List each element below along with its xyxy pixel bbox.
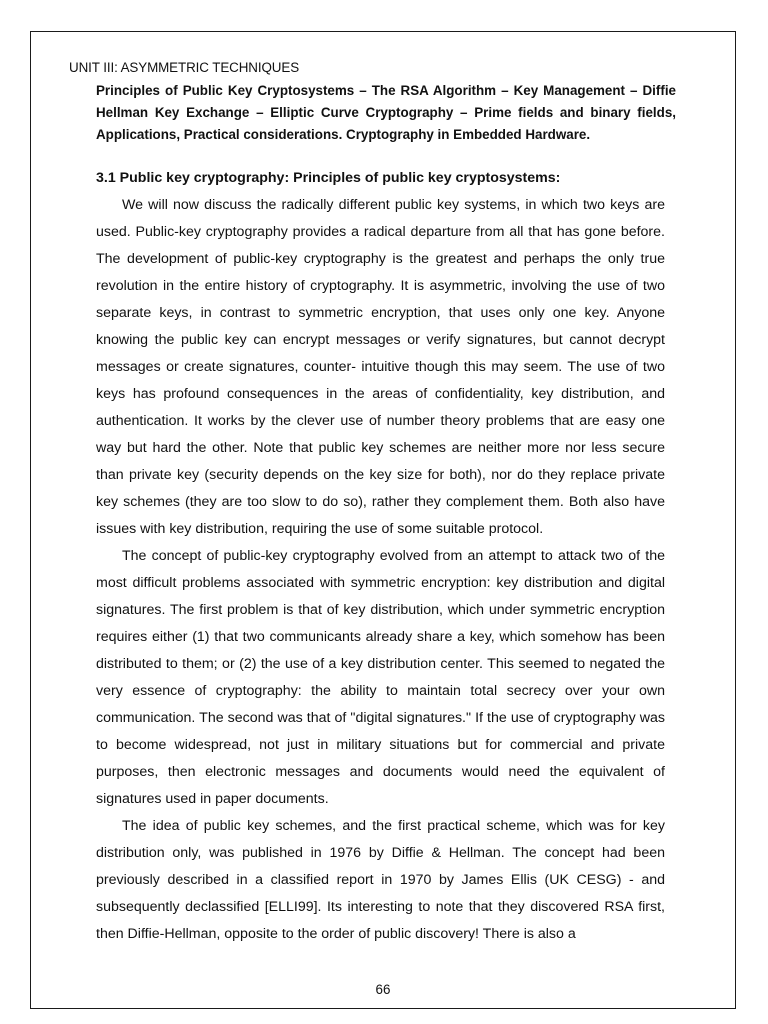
unit-syllabus: Principles of Public Key Cryptosystems – The RSA Algorithm – Key Management – Diffie Hellman Key Exchange – Elliptic Curve Cryptography – Prime fields and binary fields, Applications, Practical considerations. Cryptography in Embedded Hardware. (96, 83, 676, 142)
body-paragraph: The idea of public key schemes, and the first practical scheme, which was for key distribution only, was published in 1976 by Diffie & Hellman. The concept had been previously described in a classified report in 1970 by James Ellis (UK CESG) - and subsequently declassified [ELLI99]. Its interesting to note that they discovered RSA first, then Diffie-Hellman, opposite to the order of public discovery! There is also a (96, 818, 665, 942)
document-page (30, 31, 736, 1009)
section-body (96, 192, 665, 948)
body-paragraph: The concept of public-key cryptography evolved from an attempt to attack two of the most difficult problems associated with symmetric encryption: key distribution and digital signatures. The first problem is that of key distribution, which under symmetric encryption requires either (1) that two communicants already share a key, which somehow has been distributed to them; or (2) the use of a key distribution center. This seemed to negated the very essence of cryptography: the ability to maintain total secrecy over your own communication. The second was that of "digital signatures." If the use of cryptography was to become widespread, not just in military situations but for commercial and private purposes, then electronic messages and documents would need the equivalent of signatures used in paper documents. (96, 548, 665, 807)
unit-title: UNIT III: ASYMMETRIC TECHNIQUES (69, 60, 300, 75)
section-heading: 3.1 Public key cryptography: Principles of public key cryptosystems: (96, 170, 561, 186)
page-number: 66 (375, 982, 391, 997)
body-paragraph: We will now discuss the radically different public key systems, in which two keys are used. Public-key cryptography provides a radical departure from all that has gone before. The development of public-key cryptography is the greatest and perhaps the only true revolution in the entire history of cryptography. It is asymmetric, involving the use of two separate keys, in contrast to symmetric encryption, that uses only one key. Anyone knowing the public key can encrypt messages or verify signatures, but cannot decrypt messages or create signatures, counter- intuitive though this may seem. The use of two keys has profound consequences in the areas of confidentiality, key distribution, and authentication. It works by the clever use of number theory problems that are easy one way but hard the other. Note that public key schemes are neither more nor less secure than private key (security depends on the key size for both), nor do they replace private key schemes (they are too slow to do so), rather they complement them. Both also have issues with key distribution, requiring the use of some suitable protocol. (96, 197, 665, 537)
